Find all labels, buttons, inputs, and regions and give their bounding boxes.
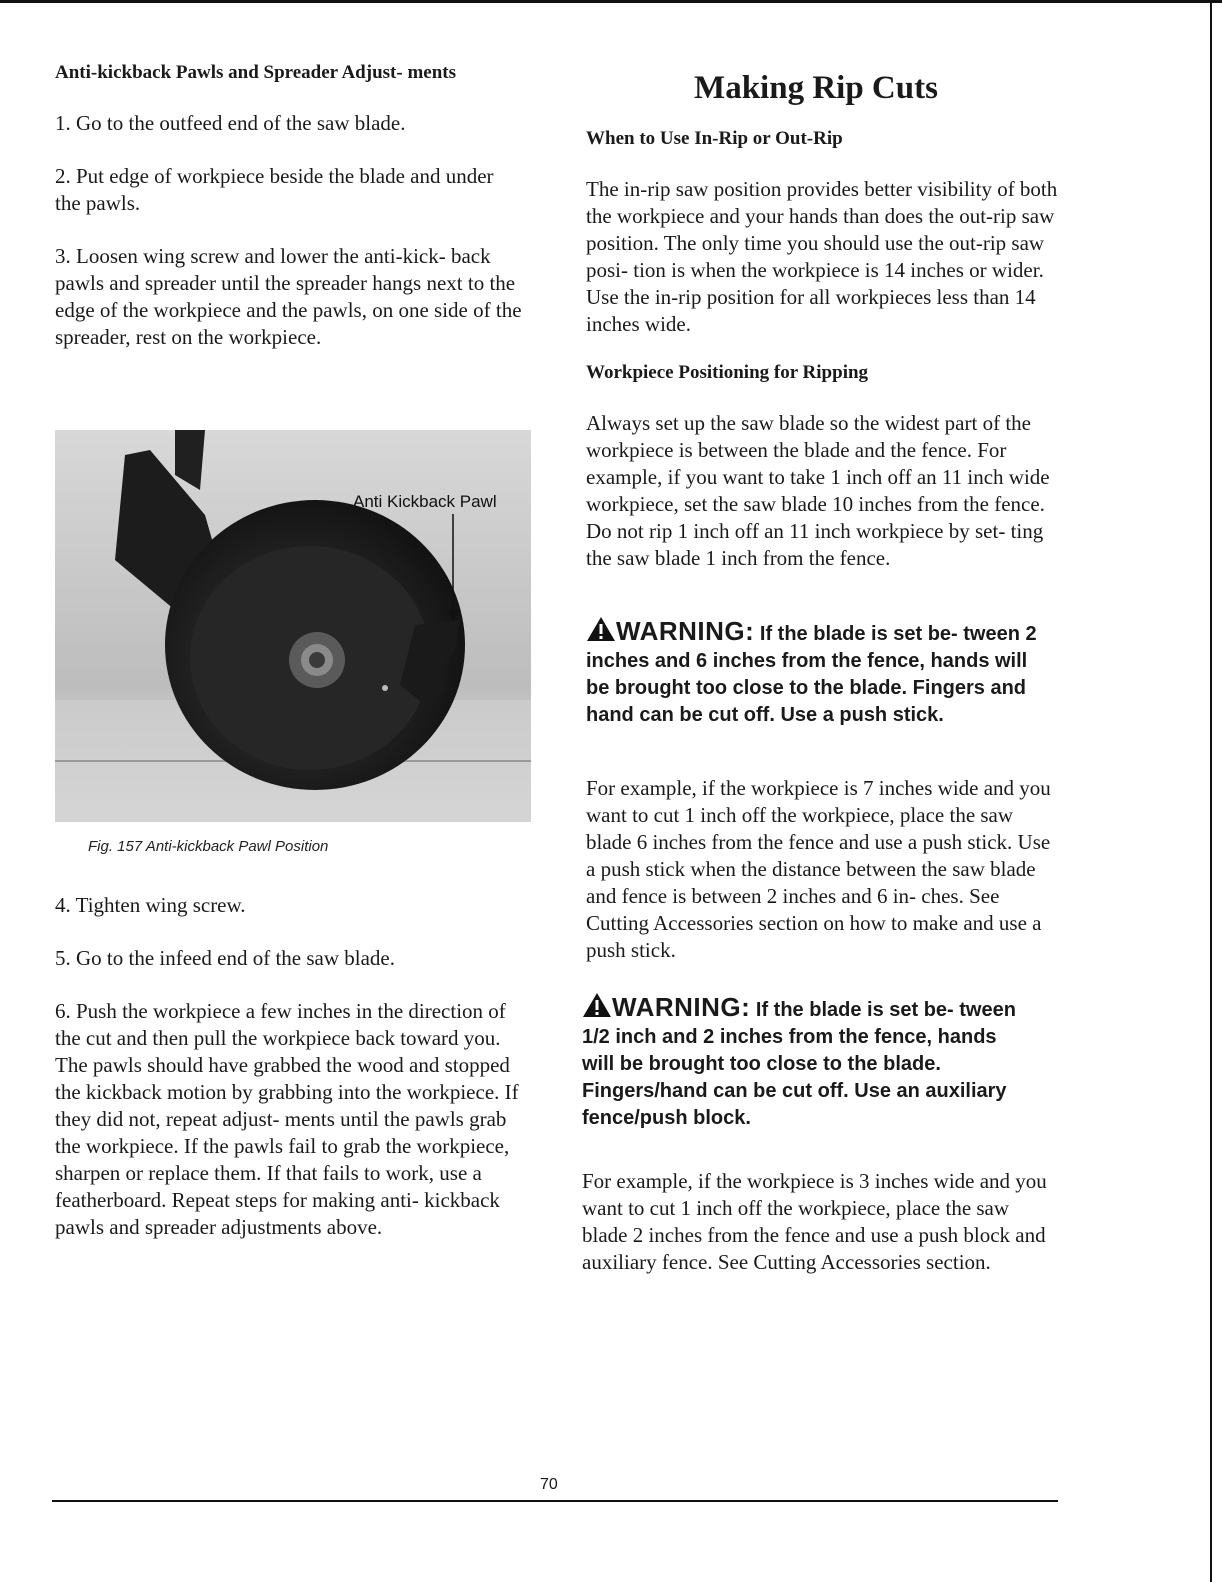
left-column-lower [55, 892, 525, 1241]
left-column [55, 62, 525, 351]
pawl-photo [55, 430, 531, 822]
example-text-1: For example, if the workpiece is 7 inches wide and you want to cut 1 inch off the workpiece, place the saw blade 6 inches from the fence and use a push stick. Use a push stick when the distance between the saw blade and fence is between 2 inches and 6 in- ches. See Cutting Accessories section on how to make and use a push stick. [586, 776, 1051, 962]
step-5: 5. Go to the infeed end of the saw blade. [55, 946, 395, 970]
figure-anti-kickback-pawl [55, 430, 531, 822]
figure-label-anti-kickback-pawl: Anti Kickback Pawl [353, 492, 497, 511]
section-text-workpiece-positioning: Always set up the saw blade so the widest part of the workpiece is between the blade and the fence. For example, if you want to take 1 inch off an 11 inch wide workpiece, set the saw blade 10 inches from the fence. Do not rip 1 inch off an 11 inch workpiece by set- ting the saw blade 1 inch from the fence. [586, 411, 1050, 570]
step-2: 2. Put edge of workpiece beside the blade and under the pawls. [55, 164, 494, 215]
warning-block-1 [586, 616, 1041, 729]
warning-text-1: If the blade is set be- tween 2 inches and 6 inches from the fence, hands will be brought too close to the blade. Fingers and hand can be cut off. Use a push stick. [586, 623, 1037, 726]
section-heading-workpiece-positioning: Workpiece Positioning for Ripping [586, 362, 869, 383]
page-title: Making Rip Cuts [694, 70, 938, 106]
section-text-inrip-outrip: The in-rip saw position provides better visibility of both the workpiece and your hands than does the out-rip saw position. The only time you should use the out-rip saw posi- tion is when the workpiece is 14 inches or wider. Use the in-rip position for all workpieces less than 14 inches wide. [586, 177, 1058, 336]
warning-label-2: WARNING: [612, 992, 751, 1022]
step-4: 4. Tighten wing screw. [55, 893, 246, 917]
right-column [582, 68, 1066, 1276]
page-right-border [1210, 0, 1212, 1582]
footer-rule [52, 1500, 1058, 1502]
step-1: 1. Go to the outfeed end of the saw blade. [55, 111, 406, 135]
section-heading-antikickback: Anti-kickback Pawls and Spreader Adjust- ments [55, 62, 456, 83]
figure-caption: Fig. 157 Anti-kickback Pawl Position [88, 838, 329, 855]
warning-triangle-icon [582, 992, 612, 1018]
warning-text-2: If the blade is set be- tween 1/2 inch and 2 inches from the fence, hands will be brought too close to the blade. Fingers/hand can be cut off. Use an auxiliary fence/push block. [582, 999, 1016, 1129]
warning-label-1: WARNING: [616, 616, 755, 646]
page-top-border [0, 0, 1222, 3]
warning-triangle-icon [586, 616, 616, 642]
warning-block-2 [582, 992, 1032, 1132]
section-heading-inrip-outrip: When to Use In-Rip or Out-Rip [586, 128, 843, 149]
page-number: 70 [540, 1476, 558, 1493]
example-text-2: For example, if the workpiece is 3 inches wide and you want to cut 1 inch off the workpiece, place the saw blade 2 inches from the fence and use a push block and auxiliary fence. See Cutting Accessories section. [582, 1169, 1047, 1274]
step-3: 3. Loosen wing screw and lower the anti-kick- back pawls and spreader until the spreader hangs next to the edge of the workpiece and the pawls, on one side of the spreader, rest on the workpiece. [55, 244, 522, 349]
step-6: 6. Push the workpiece a few inches in the direction of the cut and then pull the workpiece back toward you. The pawls should have grabbed the wood and stopped the kickback motion by grabbing into the workpiece. If they did not, repeat adjust- ments until the pawls grab the workpiece. If the pawls fail to grab the workpiece, sharpen or replace them. If that fails to work, use a featherboard. Repeat steps for making anti- kickback pawls and spreader adjustments above. [55, 999, 519, 1239]
